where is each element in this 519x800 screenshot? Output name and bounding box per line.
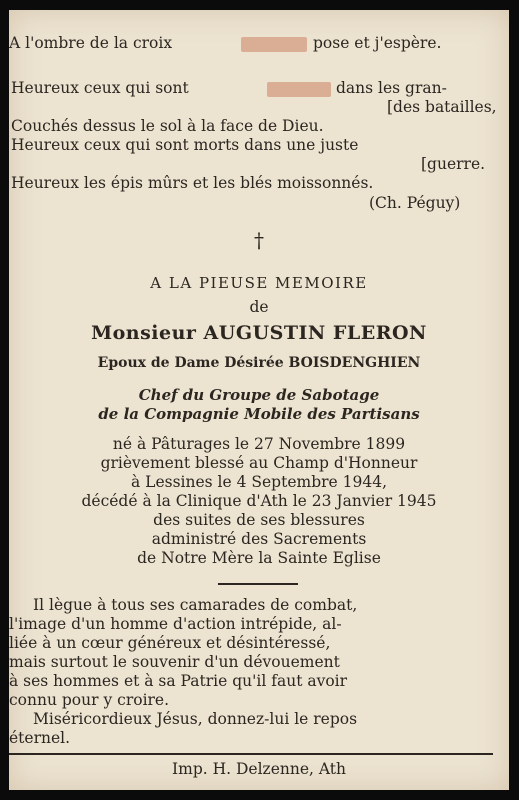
bio-line: administré des Sacrements [151, 530, 367, 548]
poem-line-2c: [des batailles, [387, 98, 497, 116]
deceased-name: Monsieur AUGUSTIN FLERON [91, 322, 427, 344]
legacy-line: Miséricordieux Jésus, donnez-lui le repos [33, 710, 358, 728]
poem-line-2a: Heureux ceux qui sont [11, 79, 189, 97]
legacy-line: Il lègue à tous ses camarades de combat, [33, 596, 358, 614]
redaction-mark [267, 82, 331, 97]
bio-line: à Lessines le 4 Septembre 1944, [131, 473, 387, 491]
redaction-mark [241, 37, 307, 52]
footer-divider [9, 753, 493, 755]
legacy-line: connu pour y croire. [9, 691, 170, 709]
memorial-de: de [249, 298, 269, 316]
legacy-line: à ses hommes et à sa Patrie qu'il faut avoir [9, 672, 348, 690]
bio-line: décédé à la Clinique d'Ath le 23 Janvier 1945 [81, 492, 437, 510]
legacy-line: mais surtout le souvenir d'un dévouement [9, 653, 340, 671]
poem-line-1b: pose et j'espère. [313, 34, 442, 52]
poem-line-5: Heureux les épis mûrs et les blés moissonnés. [11, 174, 374, 192]
poem-line-3: Couchés dessus le sol à la face de Dieu. [11, 117, 324, 135]
poem-line-4: Heureux ceux qui sont morts dans une juste [11, 136, 359, 154]
bio-line: né à Pâturages le 27 Novembre 1899 [112, 435, 406, 453]
printer-credit: Imp. H. Delzenne, Ath [172, 760, 346, 778]
role-line-1: Chef du Groupe de Sabotage [138, 386, 380, 404]
spouse-line: Epoux de Dame Désirée BOISDENGHIEN [97, 355, 421, 371]
poem-attribution: (Ch. Péguy) [369, 194, 461, 212]
poem-line-4b: [guerre. [421, 155, 486, 173]
role-line-2: de la Compagnie Mobile des Partisans [98, 405, 420, 423]
legacy-line: liée à un cœur généreux et désintéressé, [9, 634, 331, 652]
poem-line-1a: A l'ombre de la croix [9, 34, 173, 52]
bio-line: de Notre Mère la Sainte Eglise [137, 549, 381, 567]
divider [218, 583, 298, 585]
legacy-line: éternel. [9, 729, 71, 747]
bio-line: des suites de ses blessures [153, 511, 365, 529]
cross-symbol: † [254, 228, 264, 252]
memorial-title: A LA PIEUSE MEMOIRE [150, 274, 368, 292]
poem-line-2b: dans les gran- [336, 79, 447, 97]
memorial-card [9, 10, 509, 790]
bio-line: grièvement blessé au Champ d'Honneur [100, 454, 418, 472]
legacy-line: l'image d'un homme d'action intrépide, al- [9, 615, 342, 633]
